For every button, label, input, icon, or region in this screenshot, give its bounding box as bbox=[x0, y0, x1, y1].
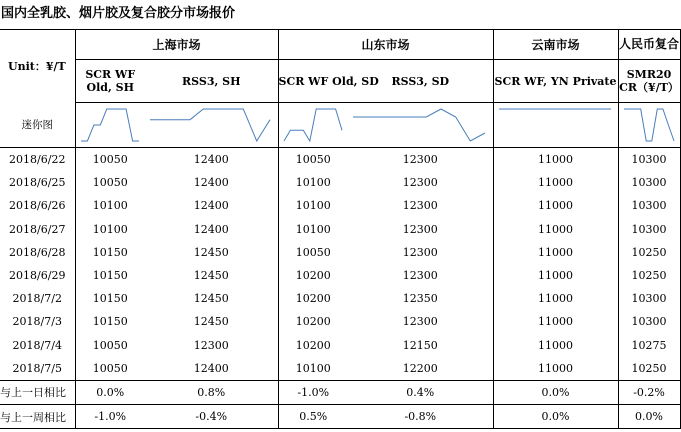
table-row bbox=[0, 264, 680, 287]
sparkline-cell bbox=[145, 103, 278, 148]
price-cell: 10200 bbox=[278, 310, 348, 333]
sparkline-2 bbox=[279, 104, 347, 146]
price-cell: 12450 bbox=[193, 245, 229, 259]
table-row bbox=[0, 194, 680, 217]
price-cell: 10050 bbox=[75, 334, 145, 357]
price-cell: 10050 bbox=[75, 148, 145, 172]
price-cell: 12400 bbox=[193, 153, 229, 167]
stat-cell: 0.0% bbox=[493, 380, 618, 404]
price-cell: 12400 bbox=[193, 222, 229, 236]
date-cell: 2018/7/2 bbox=[12, 292, 62, 306]
table-row bbox=[0, 218, 680, 241]
stat-label: 与上一周相比 bbox=[0, 405, 75, 429]
price-cell: 12300 bbox=[402, 153, 438, 167]
price-cell: 10250 bbox=[618, 264, 680, 287]
price-cell: 10250 bbox=[618, 357, 680, 381]
col-scr-wf-old-sh: SCR WF Old, SH bbox=[75, 60, 145, 103]
sparkline-path bbox=[81, 109, 139, 141]
price-cell: 10100 bbox=[75, 218, 145, 241]
market-yunnan: 云南市场 bbox=[493, 30, 618, 60]
table-row bbox=[0, 310, 680, 333]
price-cell: 10200 bbox=[278, 287, 348, 310]
price-cell: 10050 bbox=[278, 241, 348, 264]
price-cell: 11000 bbox=[493, 310, 618, 333]
date-cell: 2018/7/3 bbox=[12, 315, 62, 329]
date-cell: 2018/6/29 bbox=[9, 269, 66, 283]
price-cell: 11000 bbox=[493, 241, 618, 264]
table-row bbox=[0, 171, 680, 194]
price-cell: 11000 bbox=[493, 218, 618, 241]
date-cell: 2018/7/4 bbox=[12, 338, 62, 352]
price-cell: 11000 bbox=[493, 194, 618, 217]
stat-cell: 0.8% bbox=[145, 380, 278, 404]
sparkline-4 bbox=[494, 104, 616, 146]
sparkline-3 bbox=[348, 104, 490, 146]
price-cell: 10150 bbox=[75, 310, 145, 333]
page-title: 国内全乳胶、烟片胶及复合胶分市场报价 bbox=[1, 6, 236, 21]
col-rss3-sd: RSS3, SD bbox=[348, 60, 493, 103]
price-cell: 11000 bbox=[493, 287, 618, 310]
price-cell: 10150 bbox=[75, 287, 145, 310]
price-cell: 12150 bbox=[402, 338, 438, 352]
col-scr-wf-yn: SCR WF, YN Private bbox=[493, 60, 618, 103]
price-cell: 11000 bbox=[493, 148, 618, 172]
price-cell: 12400 bbox=[193, 199, 229, 213]
stat-cell: 0.0% bbox=[618, 405, 680, 429]
sparkline-row bbox=[0, 103, 680, 148]
col-smr20-cr: SMR20 CR（¥/T） bbox=[618, 60, 680, 103]
stat-row bbox=[0, 405, 680, 429]
price-cell: 10100 bbox=[75, 194, 145, 217]
date-cell: 2018/7/5 bbox=[12, 361, 62, 375]
sparkline-cell bbox=[348, 103, 493, 148]
price-cell: 11000 bbox=[493, 264, 618, 287]
price-cell: 10100 bbox=[278, 357, 348, 381]
price-cell: 11000 bbox=[493, 171, 618, 194]
price-cell: 10200 bbox=[278, 264, 348, 287]
price-cell: 11000 bbox=[493, 357, 618, 381]
table-row bbox=[0, 241, 680, 264]
price-cell: 10300 bbox=[618, 194, 680, 217]
sparkline-label: 迷你图 bbox=[0, 103, 75, 148]
col-scr-wf-old-sd: SCR WF Old, SD bbox=[278, 60, 348, 103]
sparkline-cell bbox=[75, 103, 145, 148]
price-cell: 12450 bbox=[193, 315, 229, 329]
stat-row bbox=[0, 380, 680, 404]
price-cell: 12300 bbox=[402, 176, 438, 190]
price-cell: 12400 bbox=[193, 176, 229, 190]
stat-cell: -1.0% bbox=[75, 405, 145, 429]
stat-cell: -0.8% bbox=[348, 405, 493, 429]
sparkline-path bbox=[150, 109, 270, 141]
stat-cell: -0.2% bbox=[618, 380, 680, 404]
sparkline-path bbox=[284, 109, 342, 141]
price-cell: 12300 bbox=[402, 222, 438, 236]
sparkline-cell bbox=[278, 103, 348, 148]
market-header-row bbox=[0, 30, 680, 60]
price-cell: 10200 bbox=[278, 334, 348, 357]
price-cell: 12450 bbox=[193, 292, 229, 306]
price-cell: 12450 bbox=[193, 269, 229, 283]
market-shanghai: 上海市场 bbox=[75, 30, 278, 60]
column-header-row bbox=[0, 60, 680, 103]
price-cell: 10300 bbox=[618, 171, 680, 194]
market-shandong: 山东市场 bbox=[278, 30, 493, 60]
price-cell: 10250 bbox=[618, 241, 680, 264]
sparkline-1 bbox=[145, 104, 275, 146]
price-table bbox=[0, 29, 681, 429]
stat-cell: -0.4% bbox=[145, 405, 278, 429]
col-rss3-sh: RSS3, SH bbox=[145, 60, 278, 103]
price-cell: 11000 bbox=[493, 334, 618, 357]
stat-cell: -1.0% bbox=[278, 380, 348, 404]
date-cell: 2018/6/26 bbox=[9, 199, 66, 213]
sparkline-0 bbox=[76, 104, 144, 146]
stat-cell: 0.4% bbox=[348, 380, 493, 404]
price-cell: 10300 bbox=[618, 148, 680, 172]
date-cell: 2018/6/22 bbox=[9, 153, 66, 167]
price-cell: 10150 bbox=[75, 264, 145, 287]
price-cell: 12200 bbox=[402, 361, 438, 375]
price-cell: 10100 bbox=[278, 171, 348, 194]
date-cell: 2018/6/25 bbox=[9, 176, 66, 190]
stat-cell: 0.5% bbox=[278, 405, 348, 429]
price-cell: 12300 bbox=[402, 199, 438, 213]
price-cell: 10050 bbox=[75, 171, 145, 194]
sparkline-cell bbox=[493, 103, 618, 148]
market-rmb-compound: 人民币复合 bbox=[618, 30, 680, 60]
table-row bbox=[0, 357, 680, 381]
price-cell: 10100 bbox=[278, 218, 348, 241]
price-cell: 12300 bbox=[193, 338, 229, 352]
price-cell: 10275 bbox=[618, 334, 680, 357]
table-row bbox=[0, 334, 680, 357]
price-cell: 12300 bbox=[402, 315, 438, 329]
sparkline-cell bbox=[618, 103, 680, 148]
price-cell: 12300 bbox=[402, 245, 438, 259]
table-row bbox=[0, 148, 680, 172]
price-cell: 12300 bbox=[402, 269, 438, 283]
price-cell: 10050 bbox=[75, 357, 145, 381]
price-cell: 10300 bbox=[618, 218, 680, 241]
date-cell: 2018/6/28 bbox=[9, 245, 66, 259]
stat-cell: 0.0% bbox=[493, 405, 618, 429]
price-cell: 12400 bbox=[193, 361, 229, 375]
price-cell: 10150 bbox=[75, 241, 145, 264]
sparkline-path bbox=[624, 109, 674, 141]
price-cell: 10300 bbox=[618, 310, 680, 333]
stat-cell: 0.0% bbox=[75, 380, 145, 404]
sparkline-5 bbox=[619, 104, 679, 146]
unit-label: Unit：¥/T bbox=[0, 30, 75, 103]
price-cell: 10300 bbox=[618, 287, 680, 310]
price-cell: 10100 bbox=[278, 194, 348, 217]
date-cell: 2018/6/27 bbox=[9, 222, 66, 236]
table-row bbox=[0, 287, 680, 310]
price-cell: 10050 bbox=[278, 148, 348, 172]
price-cell: 12350 bbox=[402, 292, 438, 306]
stat-label: 与上一日相比 bbox=[0, 380, 75, 404]
sparkline-path bbox=[353, 109, 485, 141]
